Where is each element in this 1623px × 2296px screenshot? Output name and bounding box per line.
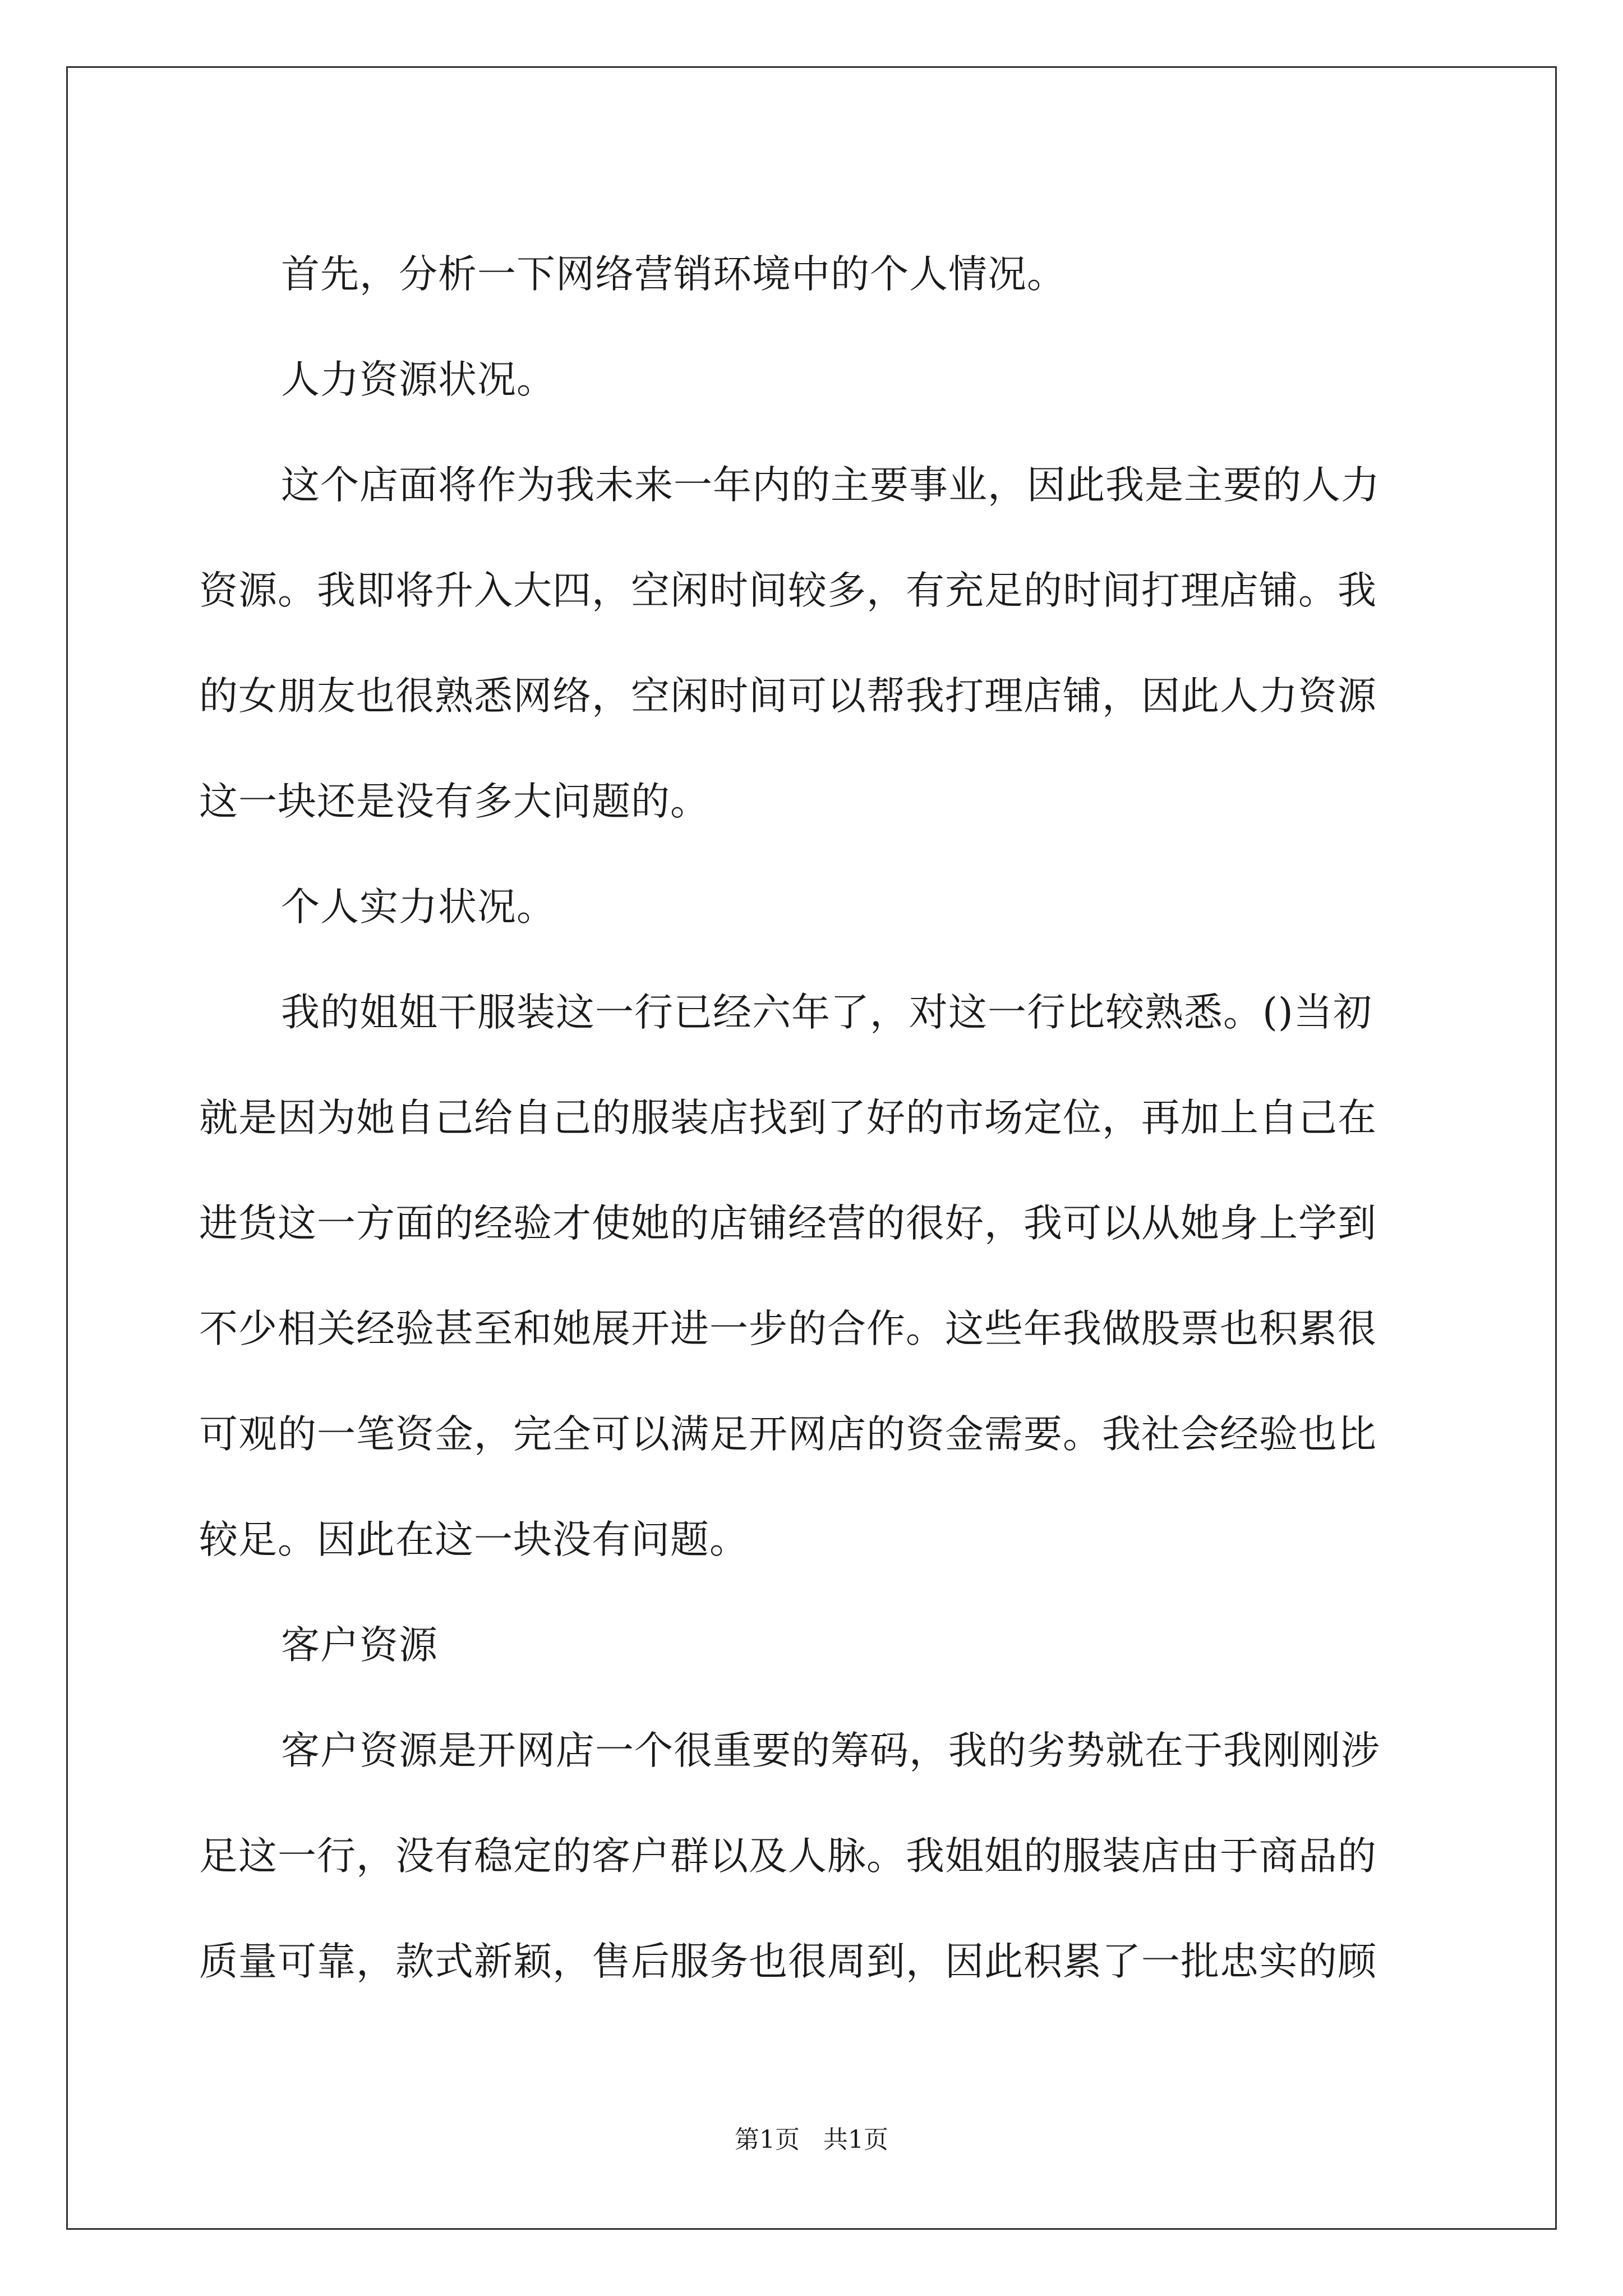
paragraph bbox=[199, 1698, 1427, 2014]
page-number: 第1页 bbox=[735, 2125, 800, 2154]
text-line: 个人实力状况。 bbox=[281, 885, 556, 930]
paragraph bbox=[199, 432, 1427, 854]
text-line: 质量可靠，款式新颖，售后服务也很周到，因此积累了一批忠实的顾 bbox=[199, 1939, 1377, 1984]
section-heading bbox=[199, 327, 1427, 432]
text-line: 的女朋友也很熟悉网络，空闲时间可以帮我打理店铺，因此人力资源 bbox=[199, 674, 1377, 719]
text-line: 这一块还是没有多大问题的。 bbox=[199, 779, 709, 824]
paragraph bbox=[199, 222, 1427, 327]
text-line: 足这一行，没有稳定的客户群以及人脉。我姐姐的服装店由于商品的 bbox=[199, 1834, 1377, 1879]
text-line: 进货这一方面的经验才使她的店铺经营的很好，我可以从她身上学到 bbox=[199, 1201, 1377, 1246]
section-heading bbox=[199, 1593, 1427, 1698]
text-line: 不少相关经验甚至和她展开进一步的合作。这些年我做股票也积累很 bbox=[199, 1306, 1377, 1351]
page-total: 共1页 bbox=[823, 2125, 888, 2154]
page-footer bbox=[0, 2123, 1623, 2157]
text-line: 较足。因此在这一块没有问题。 bbox=[199, 1517, 749, 1562]
section-heading bbox=[199, 854, 1427, 960]
text-line: 客户资源 bbox=[281, 1623, 438, 1668]
text-line: 客户资源是开网店一个很重要的筹码，我的劣势就在于我刚刚涉 bbox=[281, 1728, 1380, 1773]
document-body bbox=[199, 222, 1427, 2014]
text-line: 资源。我即将升入大四，空闲时间较多，有充足的时间打理店铺。我 bbox=[199, 568, 1377, 613]
text-line: 这个店面将作为我未来一年内的主要事业，因此我是主要的人力 bbox=[281, 463, 1380, 508]
text-line: 我的姐姐干服装这一行已经六年了，对这一行比较熟悉。()当初 bbox=[281, 990, 1372, 1035]
paragraph bbox=[199, 960, 1427, 1593]
text-line: 就是因为她自己给自己的服装店找到了好的市场定位，再加上自己在 bbox=[199, 1096, 1377, 1140]
text-line: 人力资源状况。 bbox=[281, 357, 556, 402]
text-line: 首先，分析一下网络营销环境中的个人情况。 bbox=[281, 252, 1066, 297]
text-line: 可观的一笔资金，完全可以满足开网店的资金需要。我社会经验也比 bbox=[199, 1412, 1377, 1457]
